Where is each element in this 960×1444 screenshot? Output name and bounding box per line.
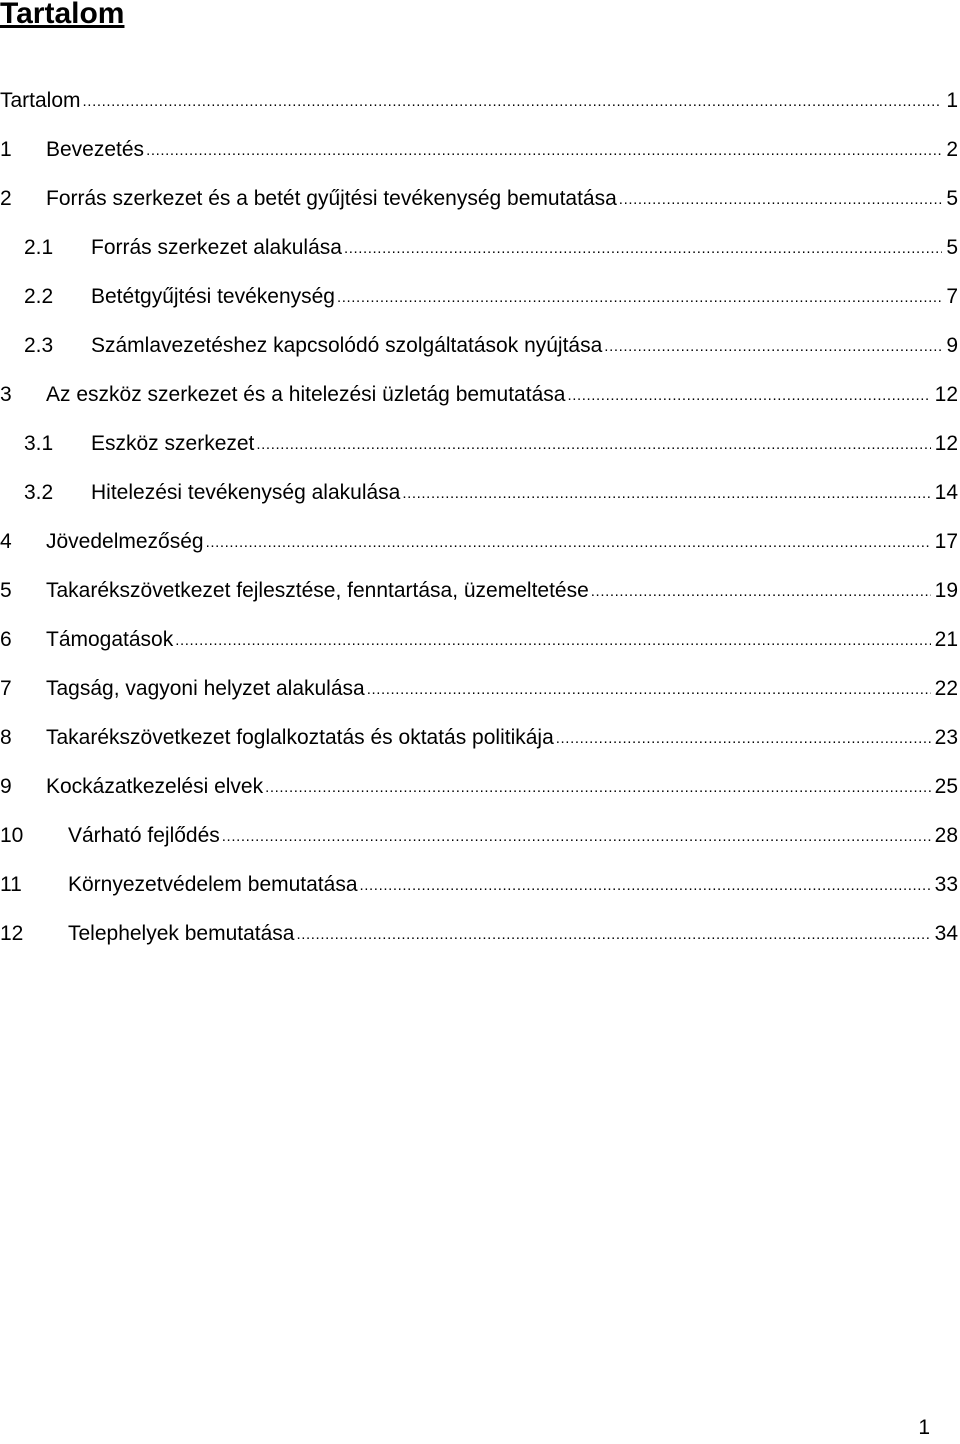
toc-entry-title: Bevezetés bbox=[46, 138, 145, 161]
toc-entry-title: Környezetvédelem bemutatása bbox=[68, 873, 358, 896]
toc-entry[interactable] bbox=[0, 184, 960, 233]
toc-entry-title: Tartalom bbox=[0, 89, 81, 112]
toc-entry-page: 5 bbox=[946, 236, 958, 259]
toc-dot-leader bbox=[567, 379, 930, 411]
toc-dot-leader bbox=[222, 820, 931, 852]
toc-entry-number: 3.1 bbox=[24, 432, 54, 455]
toc-dot-leader bbox=[367, 673, 931, 705]
toc-entry-page: 1 bbox=[946, 89, 958, 112]
toc-entry-title: Kockázatkezelési elvek bbox=[46, 775, 264, 798]
toc-entry-number: 10 bbox=[0, 824, 24, 847]
toc-entry-page: 25 bbox=[934, 775, 958, 798]
toc-entry-number: 2.2 bbox=[24, 285, 54, 308]
toc-dot-leader bbox=[296, 918, 930, 950]
toc-entry[interactable] bbox=[0, 478, 960, 527]
toc-dot-leader bbox=[619, 183, 943, 215]
toc-entry[interactable] bbox=[0, 625, 960, 674]
toc-entry[interactable] bbox=[0, 576, 960, 625]
toc-dot-leader bbox=[604, 330, 942, 362]
toc-dot-leader bbox=[556, 722, 931, 754]
toc-entry-number: 3.2 bbox=[24, 481, 54, 504]
toc-entry-title: Eszköz szerkezet bbox=[91, 432, 255, 455]
toc-entry-title: Forrás szerkezet alakulása bbox=[91, 236, 342, 259]
toc-dot-leader bbox=[256, 428, 930, 460]
toc-entry-number: 4 bbox=[0, 530, 12, 553]
toc-entry-page: 17 bbox=[934, 530, 958, 553]
toc-entry-title: Forrás szerkezet és a betét gyűjtési tevékenység bemutatása bbox=[46, 187, 617, 210]
toc-entry-page: 23 bbox=[934, 726, 958, 749]
toc-entry-title: Hitelezési tevékenység alakulása bbox=[91, 481, 401, 504]
toc-entry-title: Tagság, vagyoni helyzet alakulása bbox=[46, 677, 365, 700]
toc-entry-title: Takarékszövetkezet fejlesztése, fenntartása, üzemeltetése bbox=[46, 579, 589, 602]
toc-entry-number: 3 bbox=[0, 383, 12, 406]
toc-entry-number: 12 bbox=[0, 922, 24, 945]
toc-entry[interactable] bbox=[0, 135, 960, 184]
toc-entry[interactable] bbox=[0, 772, 960, 821]
toc-entry-number: 6 bbox=[0, 628, 12, 651]
toc-entry-page: 9 bbox=[946, 334, 958, 357]
toc-entry-title: Az eszköz szerkezet és a hitelezési üzletág bemutatása bbox=[46, 383, 566, 406]
toc-entry-title: Telephelyek bemutatása bbox=[68, 922, 295, 945]
toc-entry-number: 7 bbox=[0, 677, 12, 700]
toc-entry[interactable] bbox=[0, 429, 960, 478]
toc-entry-number: 2 bbox=[0, 187, 12, 210]
toc-entry-title: Takarékszövetkezet foglalkoztatás és oktatás politikája bbox=[46, 726, 554, 749]
toc-entry[interactable] bbox=[0, 86, 960, 135]
toc-dot-leader bbox=[175, 624, 930, 656]
page-number: 1 bbox=[918, 1416, 930, 1439]
toc-entry[interactable] bbox=[0, 723, 960, 772]
toc-entry[interactable] bbox=[0, 527, 960, 576]
toc-entry-number: 2.1 bbox=[24, 236, 54, 259]
toc-entry[interactable] bbox=[0, 233, 960, 282]
toc-entry-number: 11 bbox=[0, 873, 22, 896]
toc-dot-leader bbox=[337, 281, 942, 313]
toc-entry[interactable] bbox=[0, 870, 960, 919]
toc-entry-page: 28 bbox=[934, 824, 958, 847]
toc-dot-leader bbox=[206, 526, 931, 558]
page-title: Tartalom bbox=[0, 0, 125, 30]
toc-entry-page: 34 bbox=[934, 922, 958, 945]
toc-entry-number: 8 bbox=[0, 726, 12, 749]
toc-entry[interactable] bbox=[0, 674, 960, 723]
toc-entry-page: 33 bbox=[934, 873, 958, 896]
toc-entry-title: Számlavezetéshez kapcsolódó szolgáltatások nyújtása bbox=[91, 334, 603, 357]
toc-entry-page: 5 bbox=[946, 187, 958, 210]
toc-dot-leader bbox=[402, 477, 930, 509]
toc-entry-number: 5 bbox=[0, 579, 12, 602]
toc-entry-page: 21 bbox=[934, 628, 958, 651]
toc-entry-page: 2 bbox=[946, 138, 958, 161]
toc-entry[interactable] bbox=[0, 919, 960, 968]
toc-entry[interactable] bbox=[0, 331, 960, 380]
toc-dot-leader bbox=[344, 232, 942, 264]
table-of-contents bbox=[0, 86, 960, 968]
toc-entry-page: 14 bbox=[934, 481, 958, 504]
toc-entry-number: 1 bbox=[0, 138, 12, 161]
toc-entry-page: 12 bbox=[934, 383, 958, 406]
toc-entry-title: Jövedelmezőség bbox=[46, 530, 204, 553]
toc-entry-page: 12 bbox=[934, 432, 958, 455]
toc-entry[interactable] bbox=[0, 282, 960, 331]
toc-dot-leader bbox=[265, 771, 931, 803]
toc-dot-leader bbox=[591, 575, 931, 607]
toc-entry-title: Várható fejlődés bbox=[68, 824, 220, 847]
toc-entry-page: 19 bbox=[934, 579, 958, 602]
toc-entry-page: 22 bbox=[934, 677, 958, 700]
toc-entry-number: 9 bbox=[0, 775, 12, 798]
toc-entry-page: 7 bbox=[946, 285, 958, 308]
toc-dot-leader bbox=[146, 134, 942, 166]
toc-entry-title: Támogatások bbox=[46, 628, 174, 651]
toc-entry[interactable] bbox=[0, 821, 960, 870]
toc-entry[interactable] bbox=[0, 380, 960, 429]
toc-dot-leader bbox=[360, 869, 931, 901]
toc-dot-leader bbox=[83, 85, 943, 117]
toc-entry-number: 2.3 bbox=[24, 334, 54, 357]
toc-entry-title: Betétgyűjtési tevékenység bbox=[91, 285, 335, 308]
